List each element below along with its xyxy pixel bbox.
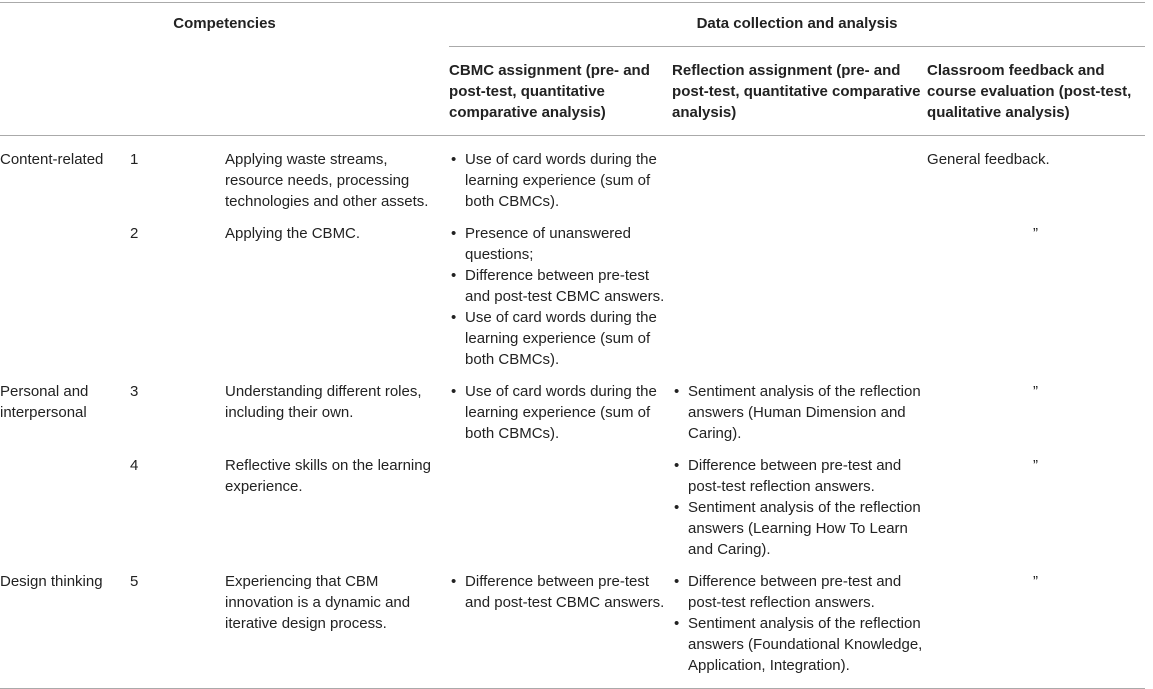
number-cell: 5: [130, 573, 139, 590]
reflection-assignment-header: Reflection assignment (pre- and post-test, quantitative comparative analysis): [672, 62, 921, 121]
bullet-item: • Difference between pre-test and post-test reflection answers.: [672, 455, 927, 497]
bullet-item: • Difference between pre-test and post-test reflection answers.: [672, 571, 927, 613]
table-body: [0, 136, 1145, 689]
bullet-item: • Difference between pre-test and post-test CBMC answers.: [449, 571, 672, 613]
number-cell: 1: [130, 151, 139, 168]
bullet-item: • Sentiment analysis of the reflection answers (Human Dimension and Caring).: [672, 381, 927, 444]
bullet-item: • Use of card words during the learning experience (sum of both CBMCs).: [449, 307, 672, 370]
cbmc-assignment-header: CBMC assignment (pre- and post-test, quantitative comparative analysis): [449, 62, 650, 121]
cbmc-cell: [449, 560, 672, 689]
number-cell: 2: [130, 225, 139, 242]
cbmc-cell: [449, 370, 672, 444]
cbmc-bullet-list: [449, 571, 672, 613]
table-row: [0, 212, 1145, 370]
reflection-cell: [672, 370, 927, 444]
cbmc-bullet-list: [449, 149, 672, 212]
competency-cell: Applying the CBMC.: [225, 225, 361, 242]
feedback-cell: ”: [1033, 225, 1039, 242]
bullet-item: • Difference between pre-test and post-test CBMC answers.: [449, 265, 672, 307]
feedback-cell: ”: [1033, 383, 1039, 400]
bullet-item: • Sentiment analysis of the reflection answers (Foundational Knowledge, Application, Integration).: [672, 613, 927, 676]
category-cell: Content-related: [0, 151, 104, 168]
cbmc-cell: [449, 444, 672, 560]
number-cell: 4: [130, 457, 139, 474]
bullet-item: • Presence of unanswered questions;: [449, 223, 672, 265]
competency-cell: Experiencing that CBM innovation is a dynamic and iterative design process.: [225, 573, 411, 632]
table-row: [0, 370, 1145, 444]
classroom-feedback-header: Classroom feedback and course evaluation (post-test, qualitative analysis): [927, 62, 1132, 121]
data-collection-header: Data collection and analysis: [449, 3, 1145, 47]
feedback-cell: ”: [1033, 573, 1039, 590]
cbmc-cell: [449, 136, 672, 213]
bullet-item: • Use of card words during the learning experience (sum of both CBMCs).: [449, 381, 672, 444]
table-row: [0, 136, 1145, 213]
competency-cell: Understanding different roles, including their own.: [225, 383, 422, 421]
cbmc-bullet-list: [449, 223, 672, 370]
reflection-cell: [672, 136, 927, 213]
feedback-cell: ”: [1033, 457, 1039, 474]
bullet-item: • Sentiment analysis of the reflection answers (Learning How To Learn and Caring).: [672, 497, 927, 560]
reflection-cell: [672, 444, 927, 560]
reflection-cell: [672, 212, 927, 370]
reflection-cell: [672, 560, 927, 689]
category-cell: Design thinking: [0, 573, 103, 590]
category-cell: [0, 444, 130, 560]
competencies-header: Competencies: [173, 15, 276, 32]
competencies-table: [0, 2, 1145, 689]
number-cell: 3: [130, 383, 139, 400]
reflection-bullet-list: [672, 381, 927, 444]
table-row: [0, 444, 1145, 560]
cbmc-bullet-list: [449, 381, 672, 444]
competency-cell: Applying waste streams, resource needs, processing technologies and other assets.: [225, 151, 429, 210]
competency-cell: Reflective skills on the learning experience.: [225, 457, 431, 495]
bullet-item: • Use of card words during the learning experience (sum of both CBMCs).: [449, 149, 672, 212]
feedback-cell: General feedback.: [927, 151, 1050, 168]
category-cell: Personal and interpersonal: [0, 383, 89, 421]
cbmc-cell: [449, 212, 672, 370]
reflection-bullet-list: [672, 571, 927, 676]
category-cell: [0, 212, 130, 370]
reflection-bullet-list: [672, 455, 927, 560]
table-row: [0, 560, 1145, 689]
